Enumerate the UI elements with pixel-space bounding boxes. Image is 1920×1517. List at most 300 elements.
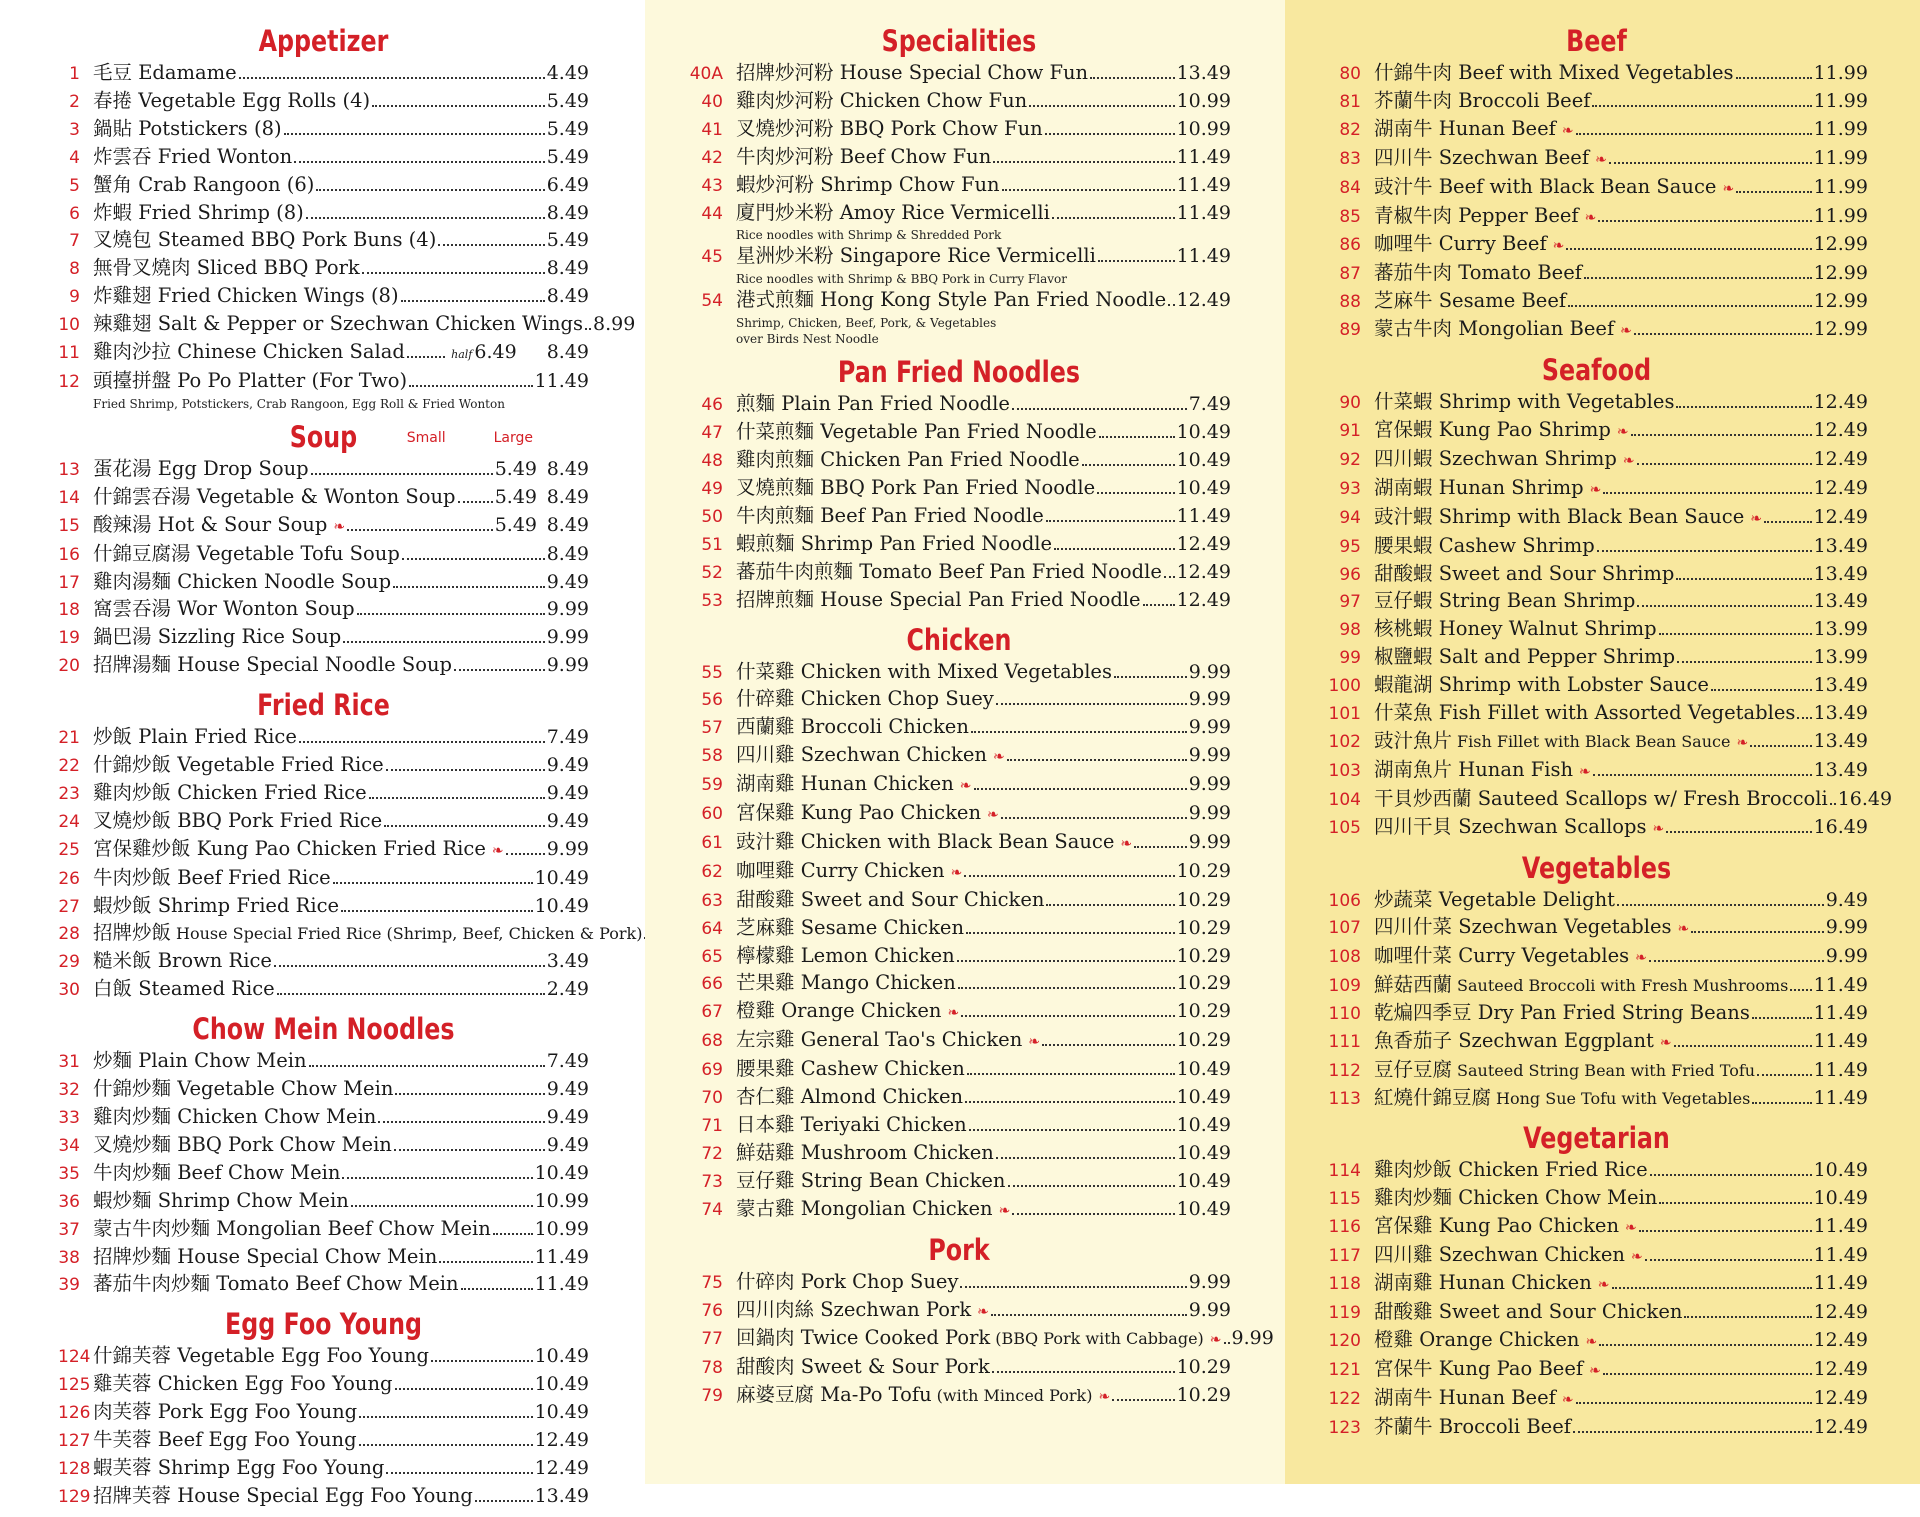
dot-leader [393, 586, 545, 588]
item-name-text: 腰果雞 Cashew Chicken [736, 1057, 965, 1081]
item-name-text: 煎麵 Plain Pan Fried Noodle [736, 392, 1010, 416]
item-name [93, 624, 341, 650]
item-name-text: 牛肉炒飯 Beef Fried Rice [93, 865, 331, 889]
item-price: 10.29 [1176, 916, 1231, 939]
chili-pepper-icon: ❧ [1597, 1277, 1610, 1294]
item-price: 10.49 [534, 1345, 589, 1368]
item-name [736, 1112, 967, 1138]
item-name-text: 什錦炒麵 Vegetable Chow Mein [93, 1077, 394, 1101]
dot-leader [1597, 550, 1812, 552]
item-name-text: 叉燒炒麵 BBQ Pork Chow Mein [93, 1132, 392, 1156]
item-number: 2 [69, 91, 80, 112]
menu-item [58, 1427, 589, 1455]
item-name [736, 391, 1010, 417]
item-number: 93 [1339, 478, 1361, 499]
item-name [1374, 814, 1664, 843]
chili-pepper-icon: ❧ [1750, 510, 1762, 527]
chili-pepper-icon: ❧ [333, 518, 346, 535]
item-price: 12.49 [1176, 289, 1231, 312]
menu-section-egg-foo-young [0, 1305, 645, 1516]
item-number: 28 [58, 924, 80, 945]
chili-pepper-icon: ❧ [959, 778, 972, 795]
dot-leader [1677, 661, 1812, 663]
menu-item [687, 391, 1231, 419]
menu-item [687, 915, 1231, 943]
item-price: 13.49 [1813, 590, 1868, 613]
item-number: 4 [69, 147, 80, 168]
dot-leader [1164, 576, 1175, 578]
item-price: 10.49 [1176, 1114, 1231, 1136]
menu-item [58, 1371, 589, 1399]
item-number: 47 [701, 423, 723, 444]
dot-leader [1002, 189, 1175, 191]
menu-item [687, 1297, 1231, 1326]
item-name [736, 1297, 989, 1326]
item-number: 82 [1339, 119, 1361, 140]
section-title: Chow Mein Noodles [192, 1012, 455, 1047]
item-name [736, 503, 1044, 529]
dot-leader [965, 1101, 1175, 1103]
menu-item [58, 948, 589, 976]
item-number: 113 [1328, 1088, 1361, 1109]
item-number: 76 [701, 1300, 723, 1321]
dot-leader [1012, 1213, 1174, 1215]
item-name [93, 652, 452, 678]
dot-leader [372, 105, 545, 107]
item-number: 18 [58, 600, 80, 621]
item-name [736, 1084, 963, 1110]
menu-item [1325, 1157, 1868, 1185]
item-price: 8.49 [546, 341, 589, 364]
item-name-text: 炸雞翅 Fried Chicken Wings (8) [93, 284, 399, 308]
menu-item [687, 1084, 1231, 1112]
item-number: 19 [58, 628, 80, 649]
menu-item [1325, 1185, 1868, 1213]
section-title: Pan Fried Noodles [837, 355, 1081, 390]
item-name-text: 豆仔雞 String Bean Chicken [736, 1168, 1006, 1192]
item-number: 74 [701, 1199, 723, 1220]
item-name [736, 659, 1112, 685]
dot-leader [1676, 406, 1811, 408]
item-name [736, 800, 999, 829]
item-name-text: 什菜魚 Fish Fillet with Assorted Vegetables [1374, 701, 1796, 725]
item-number: 110 [1328, 1004, 1361, 1025]
menu-item [687, 970, 1231, 998]
section-header [1325, 351, 1868, 389]
item-number: 8 [69, 259, 80, 280]
menu-item [58, 1188, 589, 1216]
item-name-text: 橙雞 Orange Chicken [1374, 1328, 1580, 1352]
item-number: 66 [701, 974, 723, 995]
item-name [93, 1343, 429, 1369]
item-price: 11.99 [1813, 146, 1868, 169]
dot-leader [1612, 1287, 1812, 1289]
item-price: 5.49 [546, 89, 589, 112]
item-name-text: 蕃茄牛肉 Tomato Beef [1374, 261, 1582, 285]
item-name [93, 200, 304, 226]
item-name [93, 1371, 393, 1397]
dot-leader [439, 1261, 532, 1263]
menu-section-pork [645, 1231, 1285, 1418]
menu-item [1325, 1213, 1868, 1242]
dot-leader [493, 1233, 533, 1235]
item-number: 71 [701, 1116, 723, 1136]
item-name [93, 1132, 392, 1158]
item-price: 11.99 [1813, 175, 1868, 198]
menu-item [1325, 446, 1868, 475]
dot-leader [969, 1129, 1175, 1131]
item-name-text: 招牌煎麵 House Special Pan Fried Noodle [736, 587, 1141, 611]
item-note: Rice noodles with Shrimp & BBQ Pork in Curry Flavor [736, 272, 1067, 287]
section-header [58, 686, 589, 724]
item-price: 12.49 [1813, 1301, 1868, 1324]
item-number: 126 [58, 1403, 91, 1424]
item-name [736, 587, 1141, 613]
item-number: 46 [701, 395, 723, 416]
item-name-text: 宮保雞 Kung Pao Chicken [736, 801, 981, 825]
item-name-text: 四川雞 Szechwan Chicken [1374, 1242, 1625, 1266]
item-name [736, 887, 1044, 913]
menu-item [687, 559, 1231, 587]
menu-section-specialities [645, 22, 1285, 353]
item-price: 7.49 [546, 1050, 589, 1073]
item-number: 60 [701, 804, 723, 825]
item-name-detail: Hong Sue Tofu with Vegetables [1496, 1088, 1751, 1108]
item-name-text: 甜酸肉 Sweet & Sour Pork [736, 1355, 990, 1379]
chili-pepper-icon: ❧ [992, 749, 1005, 766]
chili-pepper-icon: ❧ [1652, 820, 1665, 837]
large-size-label: Large [493, 429, 533, 446]
menu-item [58, 1160, 589, 1188]
item-name-text: 牛芙蓉 Beef Egg Foo Young [93, 1428, 357, 1452]
item-name [1374, 174, 1734, 203]
item-price: 10.29 [1176, 1356, 1231, 1379]
item-number: 17 [58, 572, 80, 593]
dot-leader [585, 328, 591, 330]
item-price: 9.49 [1825, 888, 1868, 911]
section-title: Egg Foo Young [224, 1307, 423, 1342]
item-note: Fried Shrimp, Potstickers, Crab Rangoon, Egg Roll & Fried Wonton [93, 396, 505, 411]
menu-item [58, 1104, 589, 1132]
item-name [1374, 203, 1596, 232]
dot-leader [1566, 248, 1811, 250]
dot-leader [1052, 217, 1175, 219]
item-number: 26 [58, 868, 80, 889]
dot-leader [1691, 931, 1823, 933]
item-name-text: 核桃蝦 Honey Walnut Shrimp [1374, 617, 1657, 641]
item-name [93, 808, 382, 834]
section-header [687, 621, 1231, 659]
dot-leader [1584, 277, 1812, 279]
item-number: 62 [701, 861, 723, 882]
menu-item [1325, 174, 1868, 203]
dot-leader [1042, 1044, 1175, 1046]
dot-leader [316, 189, 544, 191]
item-price: 9.99 [1188, 716, 1231, 739]
dot-leader [991, 1314, 1187, 1316]
chili-pepper-icon: ❧ [1579, 763, 1591, 780]
item-price: 8.49 [546, 257, 589, 280]
menu-item [687, 287, 1231, 315]
item-name-text: 肉芙蓉 Pork Egg Foo Young [93, 1400, 358, 1424]
item-price: 11.49 [1813, 1030, 1868, 1053]
item-name-text: 雞肉沙拉 Chinese Chicken Salad [93, 340, 405, 364]
item-name-text: 招牌炒飯 [93, 921, 172, 945]
dot-leader [347, 529, 493, 531]
dot-leader [342, 1177, 532, 1179]
item-name [1374, 914, 1689, 943]
item-number: 81 [1339, 91, 1361, 112]
size-labels [359, 430, 533, 446]
item-price: 5.49 [546, 229, 589, 252]
chili-pepper-icon: ❧ [1552, 238, 1565, 255]
item-price: 11.49 [1176, 201, 1231, 224]
item-number: 57 [701, 718, 723, 739]
item-name-text: 芝麻雞 Sesame Chicken [736, 915, 965, 939]
menu-item [1325, 561, 1868, 589]
item-price: 10.49 [1176, 1086, 1231, 1109]
item-number: 40A [689, 64, 723, 84]
item-price: 10.29 [1176, 859, 1231, 882]
item-price: 12.99 [1813, 233, 1868, 256]
item-price: 10.29 [1176, 972, 1231, 995]
item-number: 53 [701, 590, 723, 611]
item-number: 41 [701, 119, 723, 140]
item-price: 10.49 [1176, 1141, 1231, 1164]
dot-leader [395, 1093, 544, 1095]
dot-leader [1736, 77, 1812, 79]
item-number: 127 [58, 1431, 91, 1452]
dot-leader [309, 1065, 545, 1067]
item-price: 12.49 [1813, 418, 1868, 441]
dot-leader [1603, 492, 1811, 494]
item-number: 102 [1328, 731, 1361, 752]
item-name-text: 芝麻牛 Sesame Beef [1374, 289, 1567, 313]
item-price: 12.49 [1813, 391, 1868, 414]
dot-leader [351, 1205, 533, 1207]
item-number: 94 [1339, 507, 1361, 528]
item-name [1374, 260, 1582, 286]
item-price: 12.49 [534, 1429, 589, 1452]
dot-leader [1097, 492, 1174, 494]
menu-item [687, 475, 1231, 503]
item-name [1374, 943, 1647, 972]
menu-item [687, 943, 1231, 971]
section-title: Specialities [881, 24, 1037, 58]
item-number: 115 [1328, 1188, 1361, 1209]
item-price: 9.49 [546, 781, 589, 804]
dot-leader [1736, 191, 1811, 193]
menu-item [1325, 1000, 1868, 1028]
dot-leader [1637, 605, 1811, 607]
section-spacer [58, 1511, 589, 1517]
menu-item [1325, 1299, 1868, 1327]
item-number: 118 [1328, 1274, 1361, 1295]
dot-leader [369, 797, 545, 799]
menu-item [687, 659, 1231, 687]
menu-item [58, 808, 589, 836]
menu-item [58, 724, 589, 752]
menu-item [58, 116, 589, 144]
item-price: 10.49 [1813, 1158, 1868, 1181]
section-header [58, 1305, 589, 1343]
item-price: 9.99 [1188, 660, 1231, 683]
chili-pepper-icon: ❧ [1622, 452, 1635, 469]
dot-leader [384, 825, 545, 827]
dot-leader [1090, 77, 1174, 79]
section-title: Beef [1566, 24, 1627, 58]
item-number: 78 [701, 1358, 723, 1379]
dot-leader [1645, 1259, 1812, 1261]
menu-item [1325, 475, 1868, 504]
item-name [736, 1382, 1110, 1411]
item-name-text: 蟹角 Crab Rangoon (6) [93, 172, 315, 196]
item-name [1374, 1185, 1657, 1211]
dot-leader [299, 741, 545, 743]
menu-item [687, 1196, 1231, 1225]
item-name-text: 豉汁魚片 [1374, 728, 1453, 752]
dot-leader [401, 300, 545, 302]
dot-leader [1012, 408, 1187, 410]
dot-leader [1168, 304, 1174, 306]
dot-leader [1224, 1342, 1230, 1344]
item-name-text: 牛肉炒河粉 Beef Chow Fun [736, 144, 992, 168]
item-name-text: 湖南牛 Hunan Beef [1374, 1386, 1556, 1410]
item-number: 31 [58, 1052, 80, 1073]
item-name [93, 1455, 384, 1481]
item-price: 10.29 [1176, 888, 1231, 911]
dot-leader [333, 882, 533, 884]
item-price: 13.49 [1813, 702, 1868, 725]
menu-item [687, 742, 1231, 771]
item-name [93, 227, 436, 253]
item-name [1374, 887, 1615, 913]
item-name [93, 893, 339, 919]
item-number: 33 [58, 1108, 80, 1128]
item-name-text: 牛肉煎麵 Beef Pan Fried Noodle [736, 503, 1044, 527]
item-name [736, 172, 1000, 198]
item-name [736, 200, 1050, 226]
item-name-text: 什菜雞 Chicken with Mixed Vegetables [736, 659, 1112, 683]
item-name [736, 1168, 1006, 1194]
item-price: 9.49 [546, 1133, 589, 1156]
item-number: 129 [58, 1486, 91, 1507]
item-name [736, 475, 1095, 501]
item-name [736, 915, 964, 941]
menu-item [58, 227, 589, 255]
item-number: 116 [1328, 1216, 1361, 1237]
dot-leader [1617, 904, 1824, 906]
menu-item [687, 998, 1231, 1027]
item-price: 11.49 [1813, 1272, 1868, 1295]
dot-leader [506, 853, 545, 855]
item-name-detail: (with Minced Pork) [936, 1386, 1093, 1406]
menu-item [1325, 616, 1868, 644]
item-name [1374, 504, 1762, 533]
item-name-text: 青椒牛肉 Pepper Beef [1374, 203, 1579, 227]
item-name [1374, 672, 1709, 698]
item-number: 75 [701, 1272, 723, 1293]
item-name [93, 724, 297, 750]
item-name-text: 芥蘭牛肉 Broccoli Beef [1374, 88, 1591, 112]
item-price: 11.49 [1813, 1214, 1868, 1237]
item-name-text: 春捲 Vegetable Egg Rolls (4) [93, 88, 371, 112]
item-name-text: 什碎雞 Chicken Chop Suey [736, 687, 994, 711]
item-price: 9.99 [1188, 1298, 1231, 1321]
item-number: 77 [701, 1329, 723, 1350]
item-number: 64 [701, 918, 723, 939]
item-price: 9.99 [546, 626, 589, 649]
chili-pepper-icon: ❧ [1616, 423, 1629, 440]
item-name-text: 蝦炒飯 Shrimp Fried Rice [93, 893, 340, 917]
item-price-large: 8.49 [546, 513, 589, 536]
dot-leader [1659, 1202, 1811, 1204]
item-name [93, 596, 355, 622]
menu-item [58, 144, 589, 172]
item-name [736, 943, 955, 969]
item-number: 96 [1339, 564, 1361, 585]
menu-section-vegetables [1285, 849, 1920, 1119]
item-name-text: 紅燒什錦豆腐 [1374, 1085, 1492, 1109]
item-price: 16.49 [1813, 815, 1868, 838]
dot-leader [1797, 717, 1811, 719]
menu-column-right [1285, 0, 1920, 1484]
item-price: 10.29 [1176, 944, 1231, 967]
item-name [1374, 728, 1748, 757]
menu-item [1325, 1356, 1868, 1385]
chili-pepper-icon: ❧ [1595, 151, 1607, 168]
item-name [1374, 1385, 1574, 1414]
dot-leader [409, 385, 532, 387]
item-name-text: 毛豆 Edamame [93, 61, 237, 84]
chili-pepper-icon: ❧ [1635, 950, 1647, 967]
item-name [1374, 1242, 1643, 1271]
item-name [93, 339, 405, 365]
item-name-text: 招牌炒河粉 House Special Chow Fun [736, 61, 1089, 84]
dot-leader [1711, 689, 1812, 691]
dot-leader [438, 244, 544, 246]
menu-item [58, 752, 589, 780]
section-title: Chicken [906, 622, 1012, 657]
item-name-text: 檸檬雞 Lemon Chicken [736, 943, 955, 967]
item-name-text: 叉燒煎麵 BBQ Pork Pan Fried Noodle [736, 475, 1096, 499]
menu-item [687, 1325, 1274, 1354]
menu-item [58, 976, 589, 1004]
item-name-text: 港式煎麵 Hong Kong Style Pan Fried Noodle [736, 288, 1167, 312]
item-price: 13.49 [1813, 758, 1868, 781]
dot-leader [958, 987, 1175, 989]
item-price: 12.49 [1813, 476, 1868, 499]
item-name-text: 咖哩什菜 Curry Vegetables [1374, 944, 1630, 968]
item-price: 11.49 [1813, 1086, 1868, 1109]
item-name-text: 湖南雞 Hunan Chicken [736, 772, 954, 796]
item-name-text: 頭擡拼盤 Po Po Platter (For Two) [93, 368, 408, 392]
item-number: 20 [58, 656, 80, 677]
item-price: 10.49 [1176, 449, 1231, 472]
menu-item [1325, 1028, 1868, 1057]
item-name [93, 569, 391, 595]
item-price: 8.49 [546, 201, 589, 224]
item-name-text: 雞肉湯麵 Chicken Noodle Soup [93, 569, 392, 593]
item-name [1374, 786, 1828, 812]
item-name [93, 920, 642, 947]
dot-leader [362, 272, 545, 274]
item-name [93, 368, 407, 394]
chili-pepper-icon: ❧ [950, 864, 963, 881]
menu-item [1325, 700, 1868, 728]
dot-leader [277, 993, 545, 995]
chili-pepper-icon: ❧ [1677, 921, 1690, 938]
